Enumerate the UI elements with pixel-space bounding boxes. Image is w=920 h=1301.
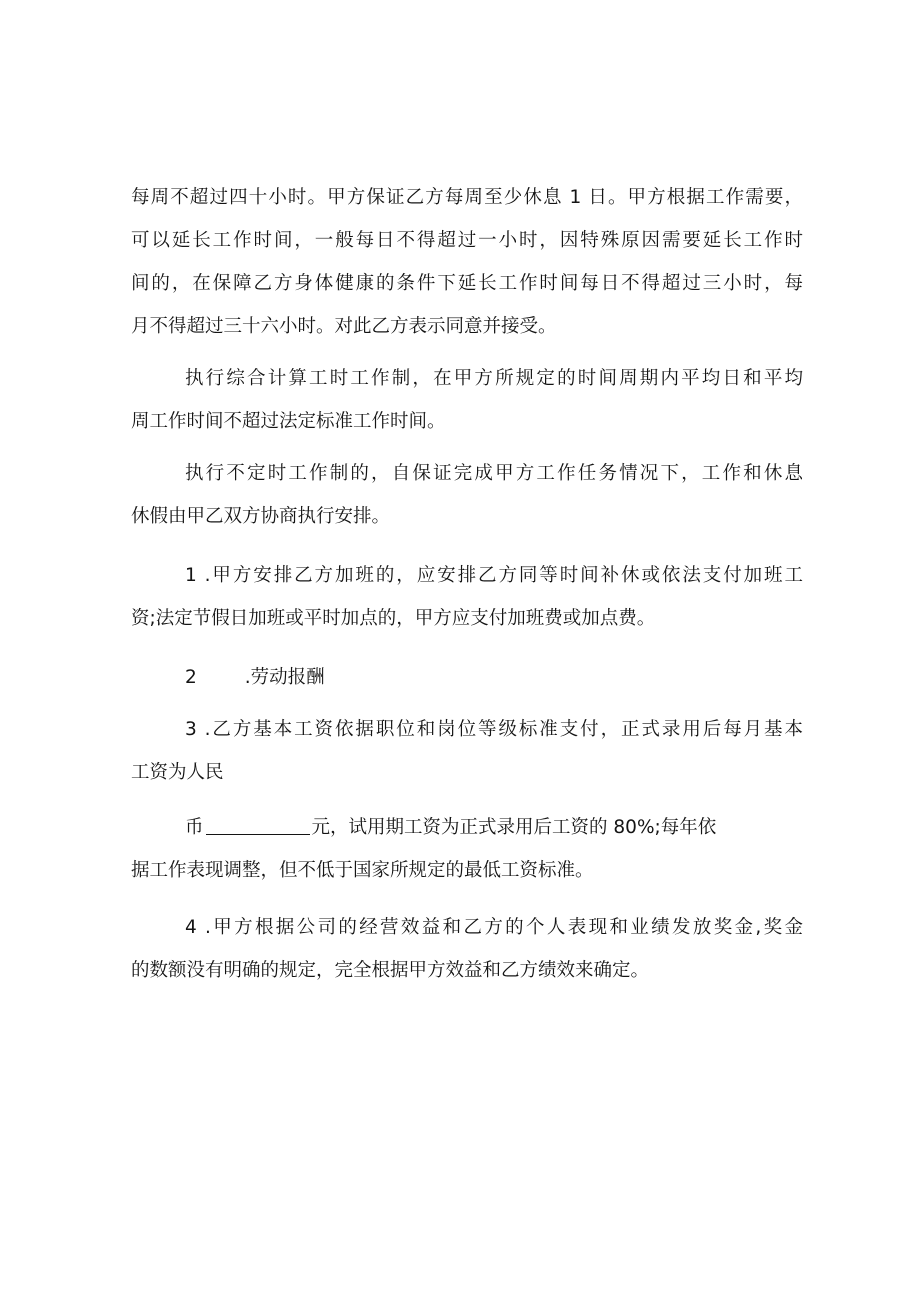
text-line: 资;法定节假日加班或平时加点的，甲方应支付加班费或加点费。 (131, 608, 656, 629)
text-line: 周工作时间不超过法定标准工作时间。 (131, 411, 446, 432)
text-line: 执行不定时工作制的，自保证完成甲方工作任务情况下，工作和休息 (185, 463, 803, 484)
amount-blank-field (206, 816, 310, 835)
text-line: 可以延长工作时间，一般每日不得超过一小时，因特殊原因需要延长工作时 (131, 230, 803, 251)
paragraph-item-2-heading (131, 656, 803, 699)
text-line: 执行综合计算工时工作制，在甲方所规定的时间周期内平均日和平均 (185, 368, 803, 389)
text-line: 工资为人民 (131, 762, 224, 783)
text-line: 4 .甲方根据公司的经营效益和乙方的个人表现和业绩发放奖金,奖金 (185, 917, 803, 938)
paragraph-item-4-bonus (131, 906, 803, 992)
text-line: 1 .甲方安排乙方加班的，应安排乙方同等时间补休或依法支付加班工 (185, 565, 803, 586)
text-line: 据工作表现调整，但不低于国家所规定的最低工资标准。 (131, 860, 594, 881)
text-line: 休假由甲乙双方协商执行安排。 (131, 506, 391, 527)
salary-text: 元，试用期工资为正式录用后工资的 80%;每年依 (311, 817, 717, 838)
paragraph-salary-amount (131, 806, 803, 892)
text-line: 的数额没有明确的规定，完全根据甲方效益和乙方绩效来确定。 (131, 960, 650, 981)
text-line (131, 656, 803, 699)
paragraph-flexible-hours (131, 452, 803, 538)
paragraph-item-1-overtime (131, 554, 803, 640)
paragraph-working-hours (131, 176, 803, 348)
text-line (131, 806, 803, 849)
paragraph-comprehensive-hours (131, 357, 803, 443)
text-line: 3 .乙方基本工资依据职位和岗位等级标准支付，正式录用后每月基本 (185, 719, 803, 740)
text-line: 月不得超过三十六小时。对此乙方表示同意并接受。 (131, 316, 557, 337)
currency-prefix: 币 (185, 817, 204, 838)
paragraph-item-3-salary (131, 708, 803, 794)
item-title: .劳动报酬 (244, 667, 325, 688)
item-number: 2 (185, 667, 197, 688)
text-line: 间的，在保障乙方身体健康的条件下延长工作时间每日不得超过三小时，每 (131, 273, 803, 294)
text-line: 每周不超过四十小时。甲方保证乙方每周至少休息 1 日。甲方根据工作需要， (131, 187, 803, 208)
